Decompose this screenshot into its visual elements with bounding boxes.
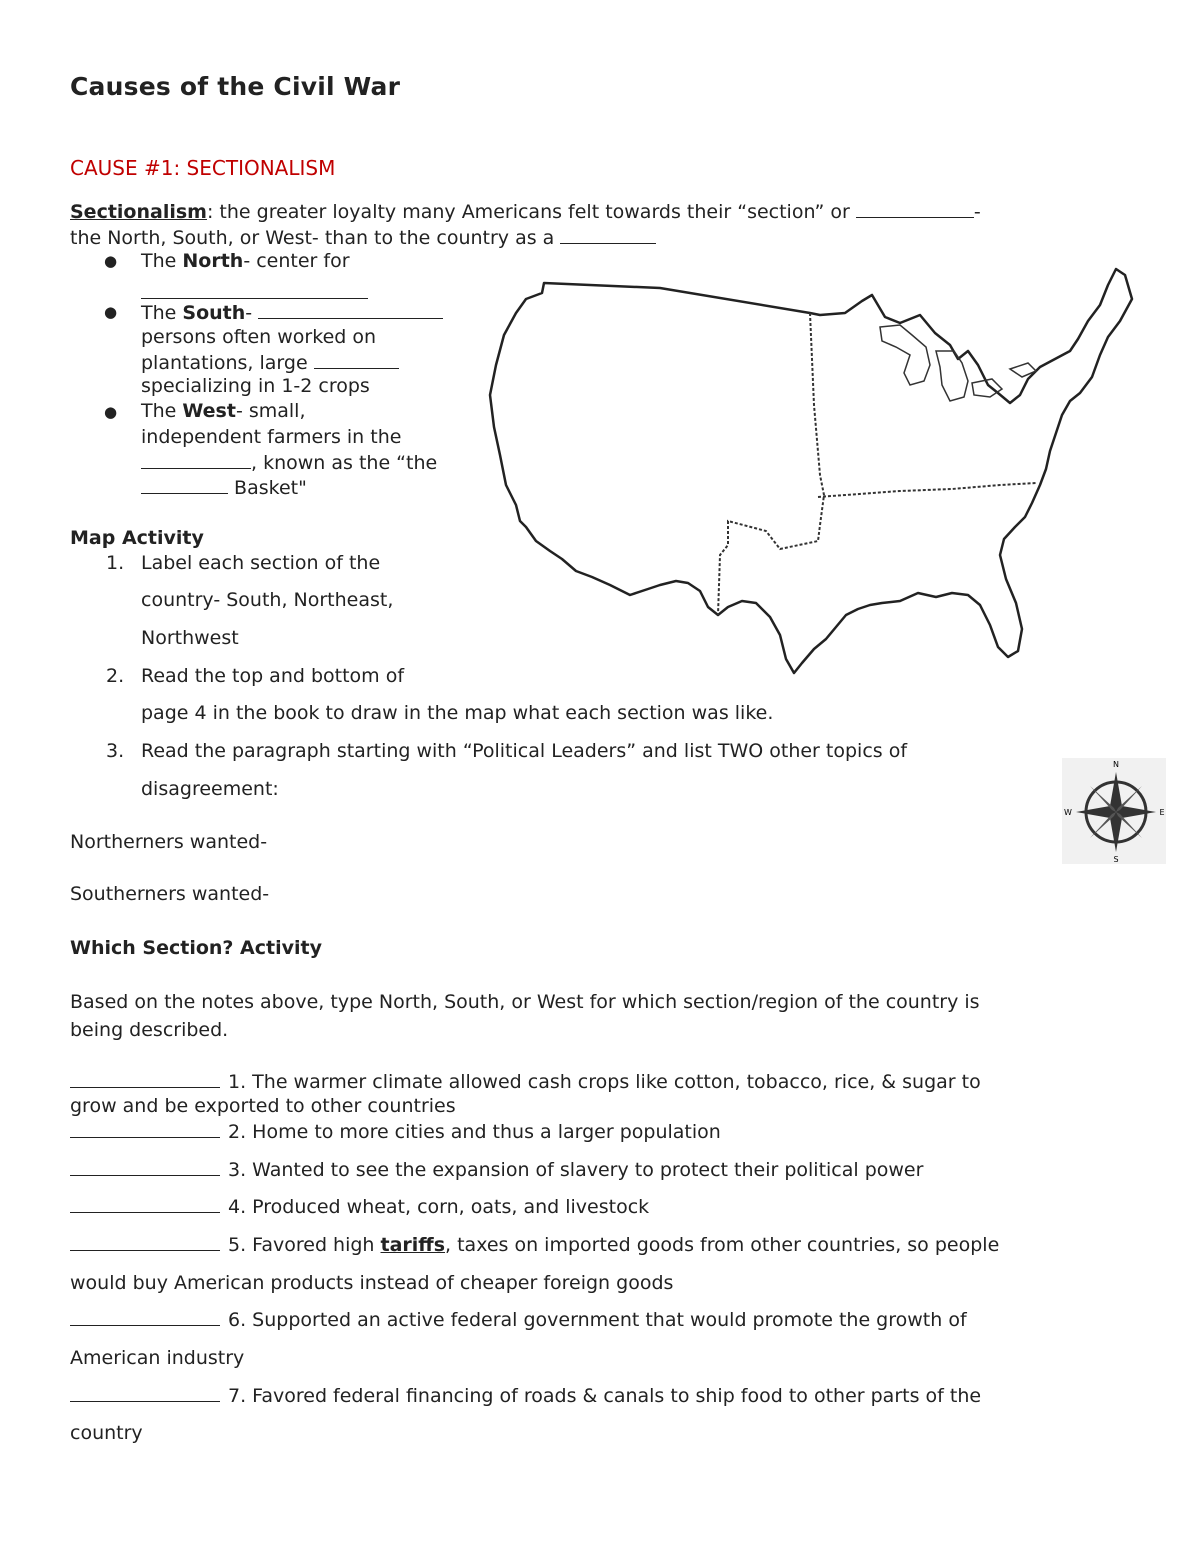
answer-7-blank[interactable]: [70, 1384, 220, 1402]
bullet-south-post: -: [245, 302, 253, 324]
question-1-line-2: grow and be exported to other countries: [70, 1095, 456, 1117]
definition-line-2: [70, 225, 656, 251]
west-line-3: [141, 450, 437, 476]
question-6: [70, 1308, 967, 1333]
bullet-dot: ●: [104, 252, 118, 270]
question-4: [70, 1195, 649, 1220]
bullet-west-pre: The: [141, 400, 183, 422]
question-5-post: , taxes on imported goods from other countries, so people: [445, 1234, 1000, 1256]
south-blank-1[interactable]: [258, 300, 443, 319]
south-blank-2[interactable]: [314, 350, 399, 369]
west-line-4: [141, 475, 307, 501]
bullet-dot: ●: [104, 303, 118, 321]
question-6-text: 6. Supported an active federal government that would promote the growth of: [228, 1309, 967, 1331]
south-line-2: persons often worked on: [141, 326, 377, 348]
map-item-1-num: 1.: [106, 552, 125, 574]
bullet-north-bold: North: [182, 250, 244, 272]
answer-4-blank[interactable]: [70, 1195, 220, 1213]
question-5: [70, 1233, 999, 1258]
bullet-west-post: - small,: [235, 400, 306, 422]
northerners-wanted: Northerners wanted-: [70, 831, 268, 853]
map-item-1-line-1: Label each section of the: [141, 552, 381, 574]
definition-text-1: : the greater loyalty many Americans felt towards their “section” or: [206, 201, 850, 223]
compass-label-s: S: [1113, 855, 1119, 864]
blank-country[interactable]: [560, 225, 656, 244]
page-title: Causes of the Civil War: [70, 72, 401, 101]
compass-label-e: E: [1159, 808, 1165, 817]
question-2-text: 2. Home to more cities and thus a larger population: [228, 1121, 721, 1143]
question-3-text: 3. Wanted to see the expansion of slavery to protect their political power: [228, 1159, 924, 1181]
bullet-north-post: - center for: [243, 250, 350, 272]
south-line-3: [141, 350, 399, 376]
south-line-4: specializing in 1-2 crops: [141, 375, 370, 397]
bullet-west-bold: West: [182, 400, 236, 422]
map-item-1-line-3: Northwest: [141, 627, 239, 649]
question-3: [70, 1158, 923, 1183]
which-section-heading: Which Section? Activity: [70, 937, 322, 959]
bullet-south: [141, 300, 443, 326]
us-map: [480, 255, 1140, 685]
bullet-north-pre: The: [141, 250, 183, 272]
map-item-3-line-2: disagreement:: [141, 778, 279, 800]
question-4-text: 4. Produced wheat, corn, oats, and livestock: [228, 1196, 650, 1218]
instructions-line-2: being described.: [70, 1019, 229, 1041]
bullet-south-pre: The: [141, 302, 183, 324]
bullet-west: [141, 399, 306, 424]
question-1-text: 1. The warmer climate allowed cash crops like cotton, tobacco, rice, & sugar to: [228, 1071, 981, 1093]
answer-5-blank[interactable]: [70, 1233, 220, 1251]
map-item-3-num: 3.: [106, 740, 125, 762]
instructions-line-1: Based on the notes above, type North, South, or West for which section/region of the country is: [70, 991, 980, 1013]
bullet-south-bold: South: [182, 302, 246, 324]
south-line-3-text: plantations, large: [141, 352, 308, 374]
west-line-2: independent farmers in the: [141, 426, 402, 448]
bullet-north: [141, 249, 350, 274]
answer-6-blank[interactable]: [70, 1308, 220, 1326]
west-line-4-text: Basket": [228, 477, 307, 499]
definition-text-2: the North, South, or West- than to the country as a: [70, 227, 555, 249]
definition-line-1: [70, 199, 981, 225]
question-5-line-2: would buy American products instead of cheaper foreign goods: [70, 1272, 674, 1294]
question-5-term: tariffs: [380, 1234, 446, 1256]
answer-2-blank[interactable]: [70, 1120, 220, 1138]
blank-section[interactable]: [856, 199, 974, 218]
definition-term: Sectionalism: [70, 201, 207, 223]
west-blank-1[interactable]: [141, 450, 251, 469]
southerners-wanted: Southerners wanted-: [70, 883, 270, 905]
map-item-1-line-2: country- South, Northeast,: [141, 589, 394, 611]
question-6-line-2: American industry: [70, 1347, 245, 1369]
west-line-3-text: , known as the “the: [251, 452, 438, 474]
compass-label-n: N: [1113, 760, 1119, 769]
map-item-2-line-1: Read the top and bottom of: [141, 665, 405, 687]
answer-1-blank[interactable]: [70, 1070, 220, 1088]
question-7-text: 7. Favored federal financing of roads & canals to ship food to other parts of the: [228, 1385, 982, 1407]
compass-label-w: W: [1064, 808, 1072, 817]
definition-dash: -: [973, 201, 981, 223]
great-lakes: [880, 325, 1036, 401]
cause-heading: CAUSE #1: SECTIONALISM: [70, 156, 336, 180]
map-item-2-line-2: page 4 in the book to draw in the map what each section was like.: [141, 702, 774, 724]
question-7: [70, 1384, 981, 1409]
question-1: [70, 1070, 981, 1095]
map-item-2-num: 2.: [106, 665, 125, 687]
map-item-3-line-1: Read the paragraph starting with “Political Leaders” and list TWO other topics of: [141, 740, 908, 762]
west-blank-2[interactable]: [141, 475, 228, 494]
question-7-line-2: country: [70, 1422, 143, 1444]
bullet-dot: ●: [104, 403, 118, 421]
answer-3-blank[interactable]: [70, 1158, 220, 1176]
compass-rose-icon: [1062, 758, 1166, 864]
map-activity-heading: Map Activity: [70, 527, 204, 549]
section-boundaries: [718, 313, 1036, 615]
question-2: [70, 1120, 721, 1145]
question-5-pre: 5. Favored high: [228, 1234, 381, 1256]
